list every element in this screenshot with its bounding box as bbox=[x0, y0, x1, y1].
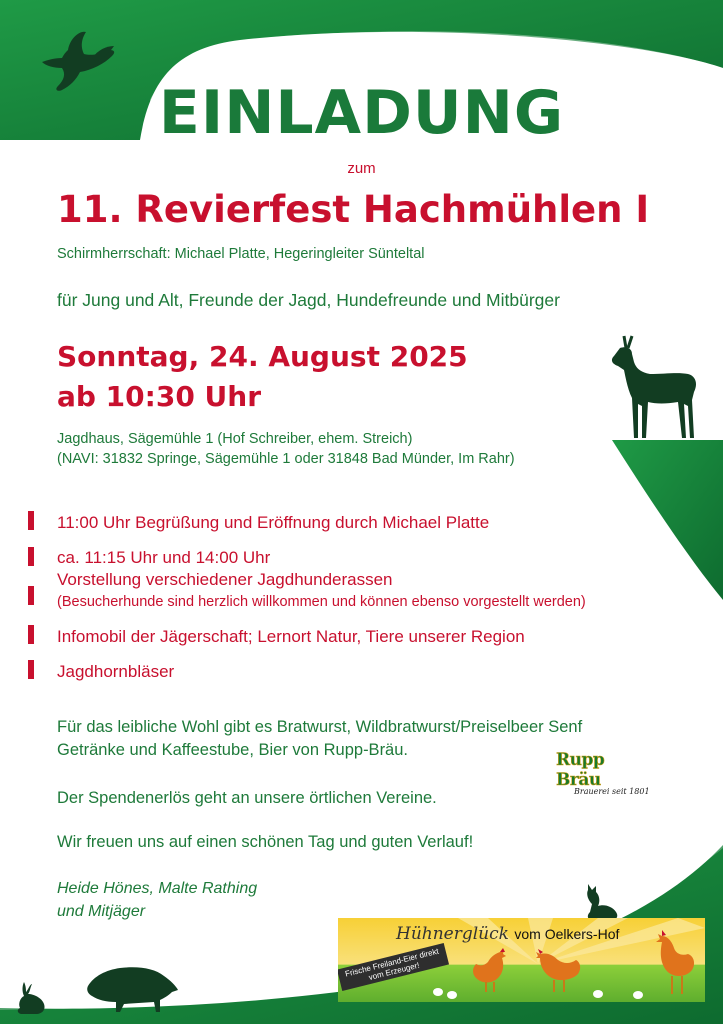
program-item-2-line-2: Vorstellung verschiedener Jagdhunderassen bbox=[57, 570, 393, 589]
signature bbox=[57, 877, 257, 923]
address-line-1: Jagdhaus, Sägemühle 1 (Hof Schreiber, ehem. Streich) bbox=[57, 431, 413, 447]
program-bullet-1 bbox=[28, 511, 34, 530]
food-line-2: Getränke und Kaffeestube, Bier von Rupp-Bräu. bbox=[57, 741, 408, 759]
program-item-2 bbox=[57, 547, 586, 613]
food-info bbox=[57, 716, 582, 762]
zum-label: zum bbox=[347, 160, 376, 177]
patronage-text: Schirmherrschaft: Michael Platte, Hegeringleiter Sünteltal bbox=[57, 246, 425, 262]
banner-tag: Frische Freiland-Eier direkt vom Erzeuger! bbox=[338, 943, 449, 991]
program-bullet-2 bbox=[28, 547, 34, 566]
donation-text: Der Spendenerlös geht an unsere örtlichen Vereine. bbox=[57, 789, 437, 807]
rabbit-icon bbox=[14, 980, 48, 1014]
right-ledge bbox=[612, 440, 723, 600]
signature-line-1: Heide Hönes, Malte Rathing bbox=[57, 880, 258, 897]
program-item-1: 11:00 Uhr Begrüßung und Eröffnung durch Michael Platte bbox=[57, 513, 490, 532]
event-date: Sonntag, 24. August 2025 bbox=[57, 340, 468, 373]
program-item-4: Jagdhornbläser bbox=[57, 662, 175, 681]
audience-text: für Jung und Alt, Freunde der Jagd, Hundefreunde und Mitbürger bbox=[57, 290, 560, 310]
banner-title bbox=[396, 924, 619, 944]
program-bullet-2b bbox=[28, 586, 34, 605]
program-item-2-line-1: ca. 11:15 Uhr und 14:00 Uhr bbox=[57, 548, 271, 567]
boar-icon bbox=[84, 960, 180, 1014]
program-item-3: Infomobil der Jägerschaft; Lernort Natur, Tiere unserer Region bbox=[57, 627, 525, 646]
chicken-icon bbox=[534, 946, 584, 994]
rupp-braeu-subtitle: Brauerei seit 1801 bbox=[574, 787, 650, 796]
address-line-2: (NAVI: 31832 Springe, Sägemühle 1 oder 31848 Bad Münder, Im Rahr) bbox=[57, 451, 515, 467]
program-bullet-4 bbox=[28, 660, 34, 679]
signature-line-2: und Mitjäger bbox=[57, 903, 146, 920]
fox-icon bbox=[582, 882, 624, 922]
program-bullet-3 bbox=[28, 625, 34, 644]
closing-text: Wir freuen uns auf einen schönen Tag und guten Verlauf! bbox=[57, 833, 474, 851]
event-time: ab 10:30 Uhr bbox=[57, 380, 262, 413]
food-line-1: Für das leibliche Wohl gibt es Bratwurst, Wildbratwurst/Preiselbeer Senf bbox=[57, 718, 583, 736]
banner-title-suffix: vom Oelkers-Hof bbox=[514, 926, 620, 942]
rupp-braeu-name: Rupp Bräu bbox=[556, 750, 605, 790]
roe-deer-icon bbox=[606, 334, 702, 442]
chicken-icon bbox=[470, 948, 512, 994]
rupp-braeu-logo bbox=[556, 750, 654, 796]
event-address bbox=[57, 429, 515, 469]
page-title: EINLADUNG bbox=[158, 78, 565, 148]
huehnerglueck-banner bbox=[338, 918, 705, 1002]
event-name: 11. Revierfest Hachmühlen I bbox=[57, 188, 650, 231]
program-item-2-line-3: (Besucherhunde sind herzlich willkommen und können ebenso vorgestellt werden) bbox=[57, 594, 586, 610]
banner-title-script: Hühnerglück bbox=[396, 924, 509, 944]
chicken-icon bbox=[648, 930, 698, 996]
